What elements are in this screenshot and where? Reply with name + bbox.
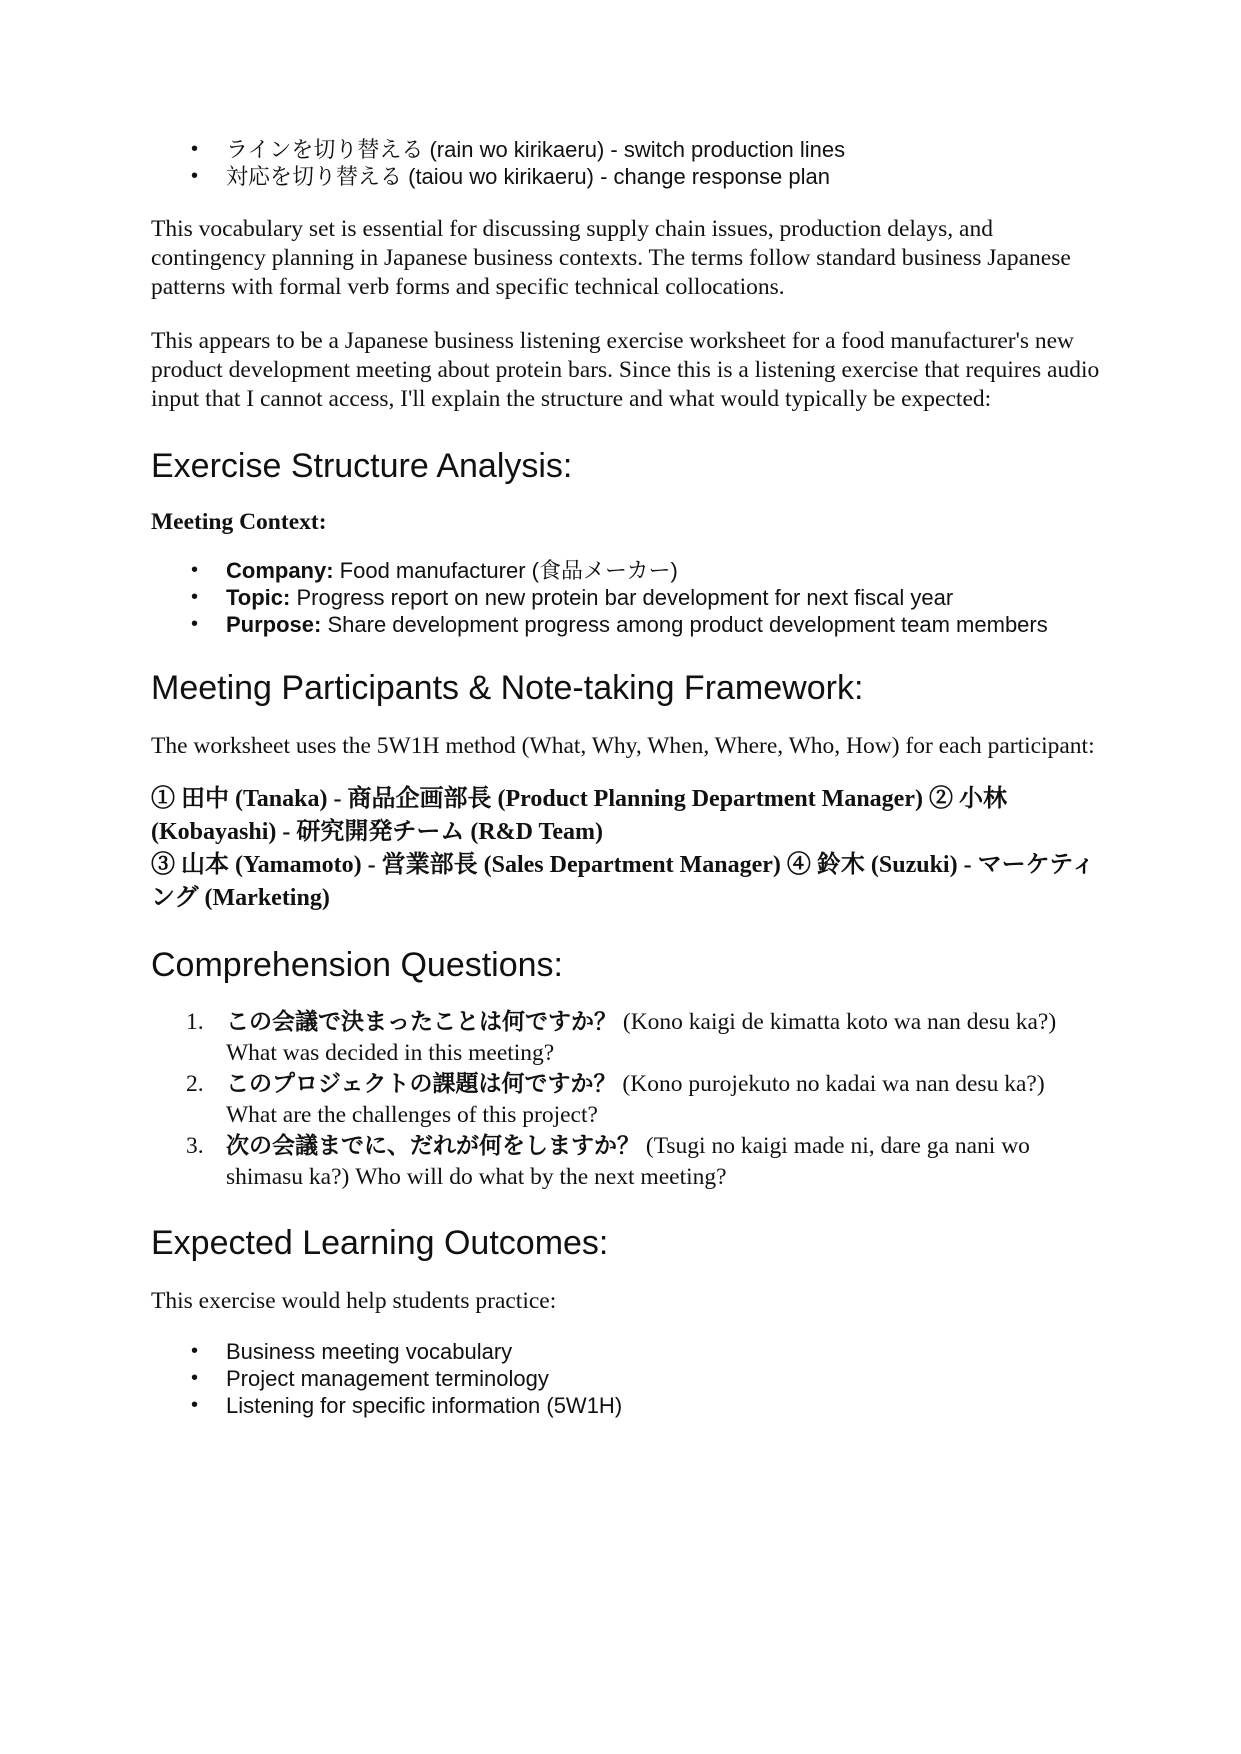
question-japanese: この会議で決まったことは何ですか？ <box>226 1009 617 1035</box>
question-item <box>186 1007 1101 1069</box>
question-translation: (Kono kaigi de kimatta koto wa nan desu ka?) What was decided in this meeting? <box>226 1009 1057 1066</box>
outcomes-list <box>151 1338 1101 1419</box>
context-value: Share development progress among product development team members <box>321 612 1048 637</box>
section-heading-questions: Comprehension Questions: <box>151 946 564 984</box>
question-translation: (Kono purojekuto no kadai wa nan desu ka?) What are the challenges of this project? <box>226 1071 1045 1128</box>
outcomes-intro-paragraph: This exercise would help students practice: <box>151 1288 557 1314</box>
list-item <box>226 557 1101 584</box>
section-heading-outcomes: Expected Learning Outcomes: <box>151 1224 609 1262</box>
question-japanese: このプロジェクトの課題は何ですか？ <box>226 1071 617 1097</box>
question-number: 2. <box>186 1071 204 1097</box>
framework-intro-paragraph: The worksheet uses the 5W1H method (What, Why, When, Where, Who, How) for each participant: <box>151 733 1095 759</box>
question-translation: (Tsugi no kaigi made ni, dare ga nani wo shimasu ka?) Who will do what by the next meeting? <box>226 1133 1030 1190</box>
question-item <box>186 1131 1101 1193</box>
context-value: Food manufacturer (食品メーカー) <box>333 558 678 583</box>
section-heading-structure: Exercise Structure Analysis: <box>151 447 573 485</box>
list-item <box>226 584 1101 611</box>
context-value: Progress report on new protein bar development for next fiscal year <box>290 585 954 610</box>
participants-line: ① 田中 (Tanaka) - 商品企画部長 (Product Planning Department Manager) ② 小林 (Kobayashi) - 研究開発チーム (R&D Team) <box>151 786 1007 845</box>
vocabulary-summary-paragraph: This vocabulary set is essential for discussing supply chain issues, production delays, and contingency planning in Japanese business contexts. The terms follow standard business Japanese patterns with formal verb forms and specific technical collocations. <box>151 216 1071 300</box>
list-item: • ラインを切り替える (rain wo kirikaeru) - switch production lines <box>226 136 1101 163</box>
list-item: • Project management terminology <box>226 1365 1101 1392</box>
vocabulary-list <box>151 136 1101 190</box>
document-page <box>151 136 1101 1419</box>
meeting-context-label: Meeting Context: <box>151 509 327 535</box>
question-japanese: 次の会議までに、だれが何をしますか？ <box>226 1133 640 1159</box>
list-item <box>226 611 1101 638</box>
list-item: • Business meeting vocabulary <box>226 1338 1101 1365</box>
exercise-intro-paragraph: This appears to be a Japanese business listening exercise worksheet for a food manufacturer's new product development meeting about protein bars. Since this is a listening exercise that requires audio input that I cannot access, I'll explain the structure and what would typically be expected: <box>151 328 1100 412</box>
context-key: Purpose: <box>226 612 322 637</box>
question-item <box>186 1069 1101 1131</box>
question-number: 3. <box>186 1133 204 1159</box>
context-key: Topic: <box>226 585 291 610</box>
meeting-context-list <box>151 557 1101 638</box>
section-heading-participants: Meeting Participants & Note-taking Framework: <box>151 669 864 707</box>
list-item: • Listening for specific information (5W1H) <box>226 1392 1101 1419</box>
participants-line: ③ 山本 (Yamamoto) - 営業部長 (Sales Department Manager) ④ 鈴木 (Suzuki) - マーケティング (Marketing) <box>151 852 1096 911</box>
list-item: • 対応を切り替える (taiou wo kirikaeru) - change response plan <box>226 163 1101 190</box>
question-list <box>151 1007 1101 1193</box>
context-key: Company: <box>226 558 334 583</box>
question-number: 1. <box>186 1009 204 1035</box>
